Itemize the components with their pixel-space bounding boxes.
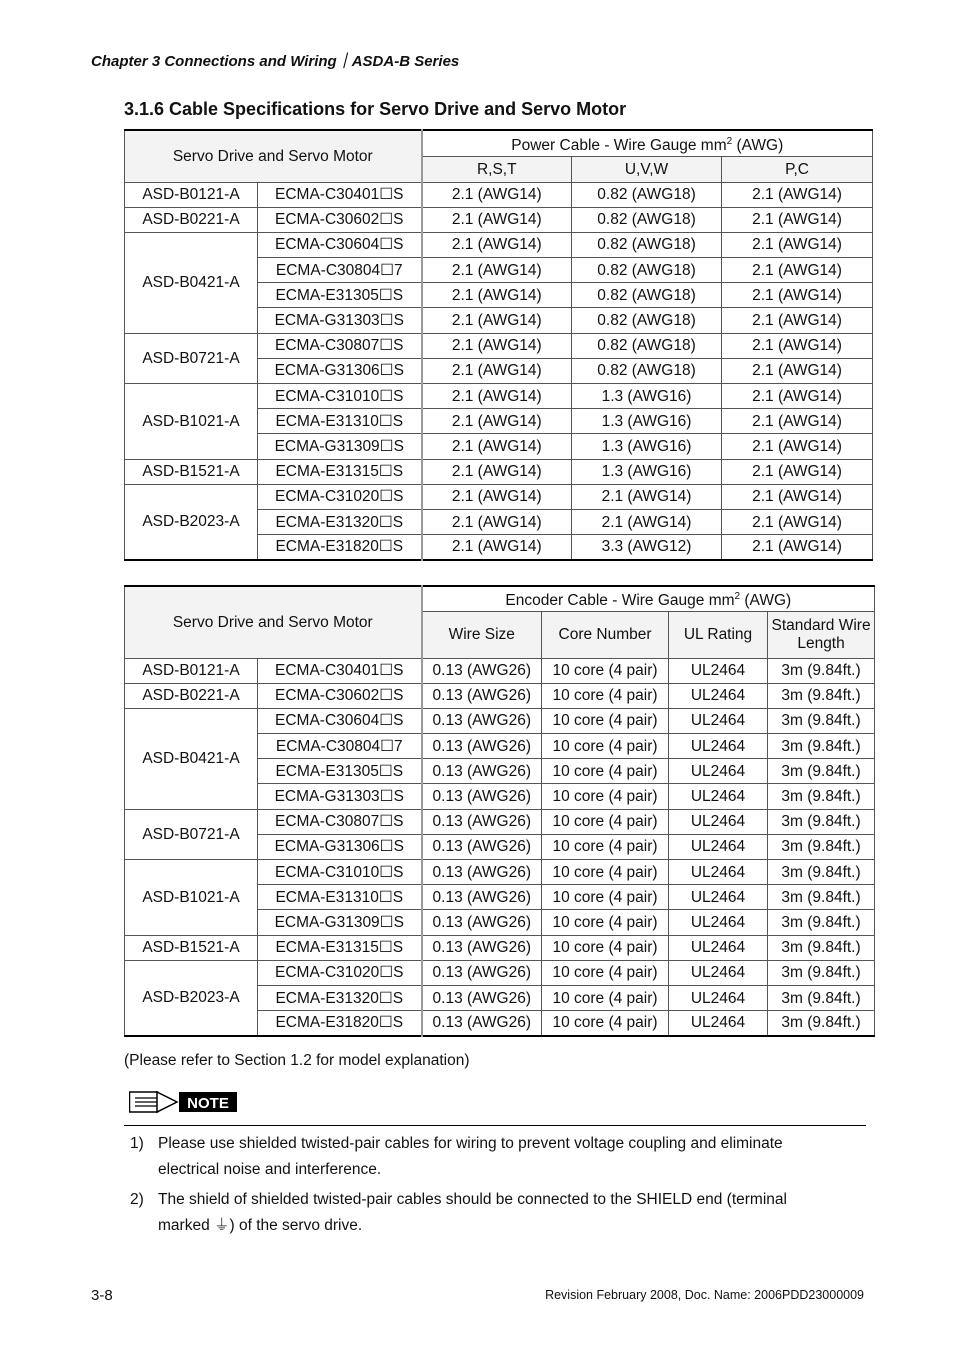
spec-cell: 2.1 (AWG14) xyxy=(422,283,572,308)
spec-cell: 2.1 (AWG14) xyxy=(722,308,873,333)
chapter-header: Chapter 3 Connections and Wiring｜ASDA-B Series xyxy=(91,53,460,70)
motor-model-cell: ECMA-E31315☐S xyxy=(258,935,422,960)
spec-cell: UL2464 xyxy=(669,708,768,733)
table-row xyxy=(125,860,875,885)
encoder-cable-table xyxy=(124,585,875,1037)
encoder-table-body xyxy=(125,658,875,1036)
spec-cell: 0.13 (AWG26) xyxy=(422,759,542,784)
note-divider xyxy=(124,1125,866,1126)
spec-cell: 0.82 (AWG18) xyxy=(572,333,722,358)
encoder-col-wire-length: Standard Wire Length xyxy=(768,611,875,658)
drive-model-cell: ASD-B2023-A xyxy=(125,484,258,560)
spec-cell: 10 core (4 pair) xyxy=(542,759,669,784)
spec-cell: 2.1 (AWG14) xyxy=(722,484,873,509)
spec-cell: 2.1 (AWG14) xyxy=(422,207,572,232)
drive-model-cell: ASD-B0721-A xyxy=(125,809,258,859)
motor-model-cell: ECMA-C30804☐7 xyxy=(258,734,422,759)
spec-cell: UL2464 xyxy=(669,1011,768,1036)
table-row xyxy=(125,333,873,358)
spec-cell: 3m (9.84ft.) xyxy=(768,885,875,910)
spec-cell: 10 core (4 pair) xyxy=(542,784,669,809)
spec-cell: 2.1 (AWG14) xyxy=(422,333,572,358)
spec-cell: 2.1 (AWG14) xyxy=(422,409,572,434)
note-item-1-number: 1) xyxy=(130,1135,144,1152)
encoder-left-header: Servo Drive and Servo Motor xyxy=(125,586,422,658)
spec-cell: 10 core (4 pair) xyxy=(542,960,669,985)
spec-cell: 2.1 (AWG14) xyxy=(572,509,722,534)
spec-cell: 2.1 (AWG14) xyxy=(722,409,873,434)
motor-model-cell: ECMA-E31310☐S xyxy=(258,409,422,434)
spec-cell: 3m (9.84ft.) xyxy=(768,860,875,885)
spec-cell: 0.82 (AWG18) xyxy=(572,258,722,283)
model-footnote: (Please refer to Section 1.2 for model explanation) xyxy=(124,1052,470,1069)
table-row xyxy=(125,960,875,985)
spec-cell: 3m (9.84ft.) xyxy=(768,759,875,784)
spec-cell: 2.1 (AWG14) xyxy=(722,258,873,283)
page-number: 3-8 xyxy=(91,1287,113,1304)
spec-cell: 2.1 (AWG14) xyxy=(722,459,873,484)
motor-model-cell: ECMA-G31309☐S xyxy=(258,434,422,459)
spec-cell: 10 core (4 pair) xyxy=(542,734,669,759)
motor-model-cell: ECMA-C30604☐S xyxy=(258,708,422,733)
spec-cell: 3m (9.84ft.) xyxy=(768,658,875,683)
spec-cell: 10 core (4 pair) xyxy=(542,910,669,935)
spec-cell: UL2464 xyxy=(669,759,768,784)
spec-cell: 0.13 (AWG26) xyxy=(422,1011,542,1036)
spec-cell: 0.13 (AWG26) xyxy=(422,910,542,935)
table-row xyxy=(125,207,873,232)
table-row xyxy=(125,658,875,683)
drive-model-cell: ASD-B1021-A xyxy=(125,384,258,460)
spec-cell: 3m (9.84ft.) xyxy=(768,985,875,1010)
spec-cell: 0.13 (AWG26) xyxy=(422,683,542,708)
motor-model-cell: ECMA-C31010☐S xyxy=(258,860,422,885)
drive-model-cell: ASD-B0421-A xyxy=(125,708,258,809)
spec-cell: 2.1 (AWG14) xyxy=(422,384,572,409)
motor-model-cell: ECMA-C31010☐S xyxy=(258,384,422,409)
power-cable-table xyxy=(124,129,873,561)
spec-cell: 2.1 (AWG14) xyxy=(722,333,873,358)
spec-cell: 2.1 (AWG14) xyxy=(422,509,572,534)
spec-cell: UL2464 xyxy=(669,809,768,834)
spec-cell: 0.13 (AWG26) xyxy=(422,708,542,733)
spec-cell: 0.82 (AWG18) xyxy=(572,283,722,308)
drive-model-cell: ASD-B0721-A xyxy=(125,333,258,383)
motor-model-cell: ECMA-C30401☐S xyxy=(258,182,422,207)
spec-cell: 3m (9.84ft.) xyxy=(768,784,875,809)
power-table-body xyxy=(125,182,873,560)
drive-model-cell: ASD-B0421-A xyxy=(125,232,258,333)
spec-cell: 3m (9.84ft.) xyxy=(768,1011,875,1036)
spec-cell: 0.82 (AWG18) xyxy=(572,182,722,207)
note-item-2-text: The shield of shielded twisted-pair cables should be connected to the SHIELD end (terminal marked ⏚) of the servo drive. xyxy=(158,1191,787,1234)
spec-cell: 2.1 (AWG14) xyxy=(422,232,572,257)
spec-cell: UL2464 xyxy=(669,935,768,960)
spec-cell: 2.1 (AWG14) xyxy=(572,484,722,509)
spec-cell: 0.82 (AWG18) xyxy=(572,207,722,232)
power-col-pc: P,C xyxy=(722,156,873,182)
spec-cell: 10 core (4 pair) xyxy=(542,809,669,834)
spec-cell: UL2464 xyxy=(669,658,768,683)
motor-model-cell: ECMA-C30804☐7 xyxy=(258,258,422,283)
motor-model-cell: ECMA-E31315☐S xyxy=(258,459,422,484)
table-row xyxy=(125,708,875,733)
spec-cell: 10 core (4 pair) xyxy=(542,834,669,859)
spec-cell: UL2464 xyxy=(669,960,768,985)
spec-cell: UL2464 xyxy=(669,860,768,885)
table-row xyxy=(125,484,873,509)
spec-cell: 1.3 (AWG16) xyxy=(572,384,722,409)
spec-cell: 2.1 (AWG14) xyxy=(722,358,873,383)
table-row xyxy=(125,384,873,409)
encoder-col-ul-rating: UL Rating xyxy=(669,611,768,658)
drive-model-cell: ASD-B1021-A xyxy=(125,860,258,936)
spec-cell: 3m (9.84ft.) xyxy=(768,683,875,708)
spec-cell: 2.1 (AWG14) xyxy=(422,358,572,383)
note-badge-label: NOTE xyxy=(187,1095,229,1112)
spec-cell: 0.13 (AWG26) xyxy=(422,834,542,859)
spec-cell: 10 core (4 pair) xyxy=(542,985,669,1010)
spec-cell: 10 core (4 pair) xyxy=(542,885,669,910)
spec-cell: 0.13 (AWG26) xyxy=(422,860,542,885)
spec-cell: 3m (9.84ft.) xyxy=(768,708,875,733)
spec-cell: UL2464 xyxy=(669,683,768,708)
motor-model-cell: ECMA-C30604☐S xyxy=(258,232,422,257)
motor-model-cell: ECMA-C30807☐S xyxy=(258,333,422,358)
drive-model-cell: ASD-B0121-A xyxy=(125,658,258,683)
spec-cell: 10 core (4 pair) xyxy=(542,708,669,733)
spec-cell: 2.1 (AWG14) xyxy=(422,258,572,283)
spec-cell: 2.1 (AWG14) xyxy=(422,459,572,484)
spec-cell: 2.1 (AWG14) xyxy=(422,182,572,207)
motor-model-cell: ECMA-C31020☐S xyxy=(258,484,422,509)
spec-cell: 2.1 (AWG14) xyxy=(722,232,873,257)
note-item-1-text: Please use shielded twisted-pair cables for wiring to prevent voltage coupling and eliminate electrical noise and interference. xyxy=(158,1135,783,1178)
revision-text: Revision February 2008, Doc. Name: 2006PDD23000009 xyxy=(545,1288,864,1302)
spec-cell: 3m (9.84ft.) xyxy=(768,834,875,859)
spec-cell: 2.1 (AWG14) xyxy=(722,283,873,308)
spec-cell: 2.1 (AWG14) xyxy=(722,207,873,232)
spec-cell: UL2464 xyxy=(669,885,768,910)
table-row xyxy=(125,683,875,708)
table-row xyxy=(125,232,873,257)
motor-model-cell: ECMA-E31305☐S xyxy=(258,283,422,308)
spec-cell: UL2464 xyxy=(669,985,768,1010)
spec-cell: 10 core (4 pair) xyxy=(542,1011,669,1036)
spec-cell: 0.13 (AWG26) xyxy=(422,809,542,834)
spec-cell: UL2464 xyxy=(669,834,768,859)
motor-model-cell: ECMA-E31310☐S xyxy=(258,885,422,910)
power-col-rst: R,S,T xyxy=(422,156,572,182)
spec-cell: 2.1 (AWG14) xyxy=(722,535,873,560)
motor-model-cell: ECMA-C31020☐S xyxy=(258,960,422,985)
spec-cell: 0.13 (AWG26) xyxy=(422,658,542,683)
motor-model-cell: ECMA-E31320☐S xyxy=(258,509,422,534)
spec-cell: 3m (9.84ft.) xyxy=(768,734,875,759)
spec-cell: 2.1 (AWG14) xyxy=(722,384,873,409)
motor-model-cell: ECMA-G31309☐S xyxy=(258,910,422,935)
note-icon xyxy=(129,1090,239,1114)
power-group-header: Power Cable - Wire Gauge $mm^2$ (AWG) xyxy=(422,130,873,156)
drive-model-cell: ASD-B1521-A xyxy=(125,459,258,484)
drive-model-cell: ASD-B2023-A xyxy=(125,960,258,1036)
spec-cell: 0.13 (AWG26) xyxy=(422,935,542,960)
spec-cell: 0.13 (AWG26) xyxy=(422,960,542,985)
motor-model-cell: ECMA-C30807☐S xyxy=(258,809,422,834)
note-item-2-number: 2) xyxy=(130,1191,144,1208)
spec-cell: 2.1 (AWG14) xyxy=(422,484,572,509)
spec-cell: 1.3 (AWG16) xyxy=(572,409,722,434)
spec-cell: 2.1 (AWG14) xyxy=(722,182,873,207)
spec-cell: 0.13 (AWG26) xyxy=(422,985,542,1010)
table-row xyxy=(125,935,875,960)
motor-model-cell: ECMA-E31820☐S xyxy=(258,1011,422,1036)
spec-cell: 2.1 (AWG14) xyxy=(422,434,572,459)
spec-cell: 10 core (4 pair) xyxy=(542,860,669,885)
encoder-col-wire-size: Wire Size xyxy=(422,611,542,658)
section-title: 3.1.6 Cable Specifications for Servo Drive and Servo Motor xyxy=(124,99,627,119)
encoder-col-core-number: Core Number xyxy=(542,611,669,658)
spec-cell: 2.1 (AWG14) xyxy=(422,535,572,560)
motor-model-cell: ECMA-E31305☐S xyxy=(258,759,422,784)
spec-cell: 1.3 (AWG16) xyxy=(572,434,722,459)
spec-cell: 0.82 (AWG18) xyxy=(572,232,722,257)
motor-model-cell: ECMA-C30602☐S xyxy=(258,683,422,708)
motor-model-cell: ECMA-G31303☐S xyxy=(258,784,422,809)
spec-cell: 3m (9.84ft.) xyxy=(768,809,875,834)
motor-model-cell: ECMA-G31306☐S xyxy=(258,834,422,859)
motor-model-cell: ECMA-E31320☐S xyxy=(258,985,422,1010)
motor-model-cell: ECMA-G31306☐S xyxy=(258,358,422,383)
spec-cell: 2.1 (AWG14) xyxy=(422,308,572,333)
spec-cell: 0.13 (AWG26) xyxy=(422,734,542,759)
table-row xyxy=(125,459,873,484)
motor-model-cell: ECMA-E31820☐S xyxy=(258,535,422,560)
table-row xyxy=(125,182,873,207)
encoder-group-header: Encoder Cable - Wire Gauge $mm^2$ (AWG) xyxy=(422,586,875,611)
spec-cell: 2.1 (AWG14) xyxy=(722,434,873,459)
spec-cell: 0.82 (AWG18) xyxy=(572,308,722,333)
drive-model-cell: ASD-B0121-A xyxy=(125,182,258,207)
power-left-header: Servo Drive and Servo Motor xyxy=(125,130,422,182)
drive-model-cell: ASD-B1521-A xyxy=(125,935,258,960)
spec-cell: 0.13 (AWG26) xyxy=(422,784,542,809)
drive-model-cell: ASD-B0221-A xyxy=(125,207,258,232)
spec-cell: 2.1 (AWG14) xyxy=(722,509,873,534)
spec-cell: 3m (9.84ft.) xyxy=(768,960,875,985)
motor-model-cell: ECMA-C30602☐S xyxy=(258,207,422,232)
power-col-uvw: U,V,W xyxy=(572,156,722,182)
spec-cell: 10 core (4 pair) xyxy=(542,935,669,960)
spec-cell: 10 core (4 pair) xyxy=(542,658,669,683)
spec-cell: 1.3 (AWG16) xyxy=(572,459,722,484)
spec-cell: UL2464 xyxy=(669,910,768,935)
motor-model-cell: ECMA-C30401☐S xyxy=(258,658,422,683)
spec-cell: 3.3 (AWG12) xyxy=(572,535,722,560)
spec-cell: 10 core (4 pair) xyxy=(542,683,669,708)
table-row xyxy=(125,809,875,834)
spec-cell: UL2464 xyxy=(669,734,768,759)
spec-cell: UL2464 xyxy=(669,784,768,809)
spec-cell: 0.82 (AWG18) xyxy=(572,358,722,383)
spec-cell: 3m (9.84ft.) xyxy=(768,935,875,960)
motor-model-cell: ECMA-G31303☐S xyxy=(258,308,422,333)
drive-model-cell: ASD-B0221-A xyxy=(125,683,258,708)
spec-cell: 0.13 (AWG26) xyxy=(422,885,542,910)
spec-cell: 3m (9.84ft.) xyxy=(768,910,875,935)
